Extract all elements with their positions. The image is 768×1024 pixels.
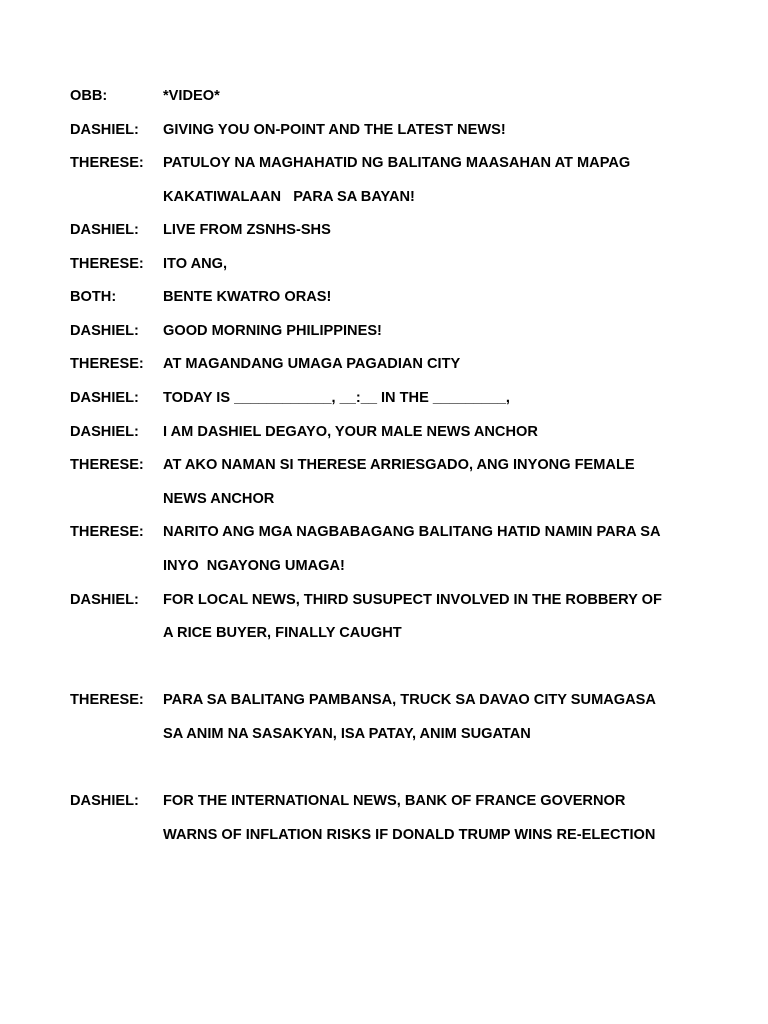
speaker-label: DASHIEL: (70, 424, 139, 440)
dialogue-text: LIVE FROM ZSNHS-SHS (163, 222, 331, 238)
dialogue-text: FOR THE INTERNATIONAL NEWS, BANK OF FRANCE GOVERNOR (163, 793, 626, 809)
speaker-label: DASHIEL: (70, 222, 139, 238)
script-line (70, 153, 730, 173)
speaker-label: THERESE: (70, 692, 144, 708)
dialogue-text: INYO NGAYONG UMAGA! (163, 558, 345, 574)
speaker-label: DASHIEL: (70, 592, 139, 608)
speaker-label: BOTH: (70, 289, 117, 305)
script-line (70, 657, 730, 677)
dialogue-text: A RICE BUYER, FINALLY CAUGHT (163, 625, 402, 641)
script-line (70, 287, 730, 307)
script-line (70, 321, 730, 341)
dialogue-text: NARITO ANG MGA NAGBABAGANG BALITANG HATID NAMIN PARA SA (163, 524, 661, 540)
script-line (70, 590, 730, 610)
script-line (70, 388, 730, 408)
script-line (70, 724, 730, 744)
dialogue-text: WARNS OF INFLATION RISKS IF DONALD TRUMP WINS RE-ELECTION (163, 827, 656, 843)
dialogue-text: AT AKO NAMAN SI THERESE ARRIESGADO, ANG INYONG FEMALE (163, 457, 635, 473)
script-line (70, 422, 730, 442)
script-line (70, 354, 730, 374)
script-line (70, 825, 730, 845)
script-line (70, 556, 730, 576)
speaker-label: DASHIEL: (70, 122, 139, 138)
script-line (70, 757, 730, 777)
script-line (70, 220, 730, 240)
speaker-label: THERESE: (70, 457, 144, 473)
script-line (70, 522, 730, 542)
dialogue-text: TODAY IS ____________, __:__ IN THE _________, (163, 390, 510, 406)
script-line (70, 489, 730, 509)
script-line (70, 187, 730, 207)
dialogue-text: NEWS ANCHOR (163, 491, 275, 507)
speaker-label: THERESE: (70, 256, 144, 272)
script-line (70, 791, 730, 811)
script-line (70, 86, 730, 106)
speaker-label: DASHIEL: (70, 793, 139, 809)
script-line (70, 690, 730, 710)
dialogue-text: ITO ANG, (163, 256, 228, 272)
script-line (70, 254, 730, 274)
dialogue-text: PATULOY NA MAGHAHATID NG BALITANG MAASAHAN AT MAPAG (163, 155, 631, 171)
speaker-label: DASHIEL: (70, 323, 139, 339)
dialogue-text: BENTE KWATRO ORAS! (163, 289, 332, 305)
dialogue-text: KAKATIWALAAN PARA SA BAYAN! (163, 189, 415, 205)
dialogue-text: GIVING YOU ON-POINT AND THE LATEST NEWS! (163, 122, 506, 138)
speaker-label: THERESE: (70, 155, 144, 171)
dialogue-text: AT MAGANDANG UMAGA PAGADIAN CITY (163, 356, 461, 372)
dialogue-text: I AM DASHIEL DEGAYO, YOUR MALE NEWS ANCHOR (163, 424, 538, 440)
script-line (70, 455, 730, 475)
speaker-label: THERESE: (70, 524, 144, 540)
dialogue-text: *VIDEO* (163, 88, 220, 104)
dialogue-text: FOR LOCAL NEWS, THIRD SUSUPECT INVOLVED IN THE ROBBERY OF (163, 592, 662, 608)
speaker-label: DASHIEL: (70, 390, 139, 406)
dialogue-text: GOOD MORNING PHILIPPINES! (163, 323, 382, 339)
speaker-label: OBB: (70, 88, 108, 104)
script-line (70, 623, 730, 643)
script-line (70, 120, 730, 140)
dialogue-text: PARA SA BALITANG PAMBANSA, TRUCK SA DAVAO CITY SUMAGASA (163, 692, 656, 708)
speaker-label: THERESE: (70, 356, 144, 372)
dialogue-text: SA ANIM NA SASAKYAN, ISA PATAY, ANIM SUGATAN (163, 726, 531, 742)
